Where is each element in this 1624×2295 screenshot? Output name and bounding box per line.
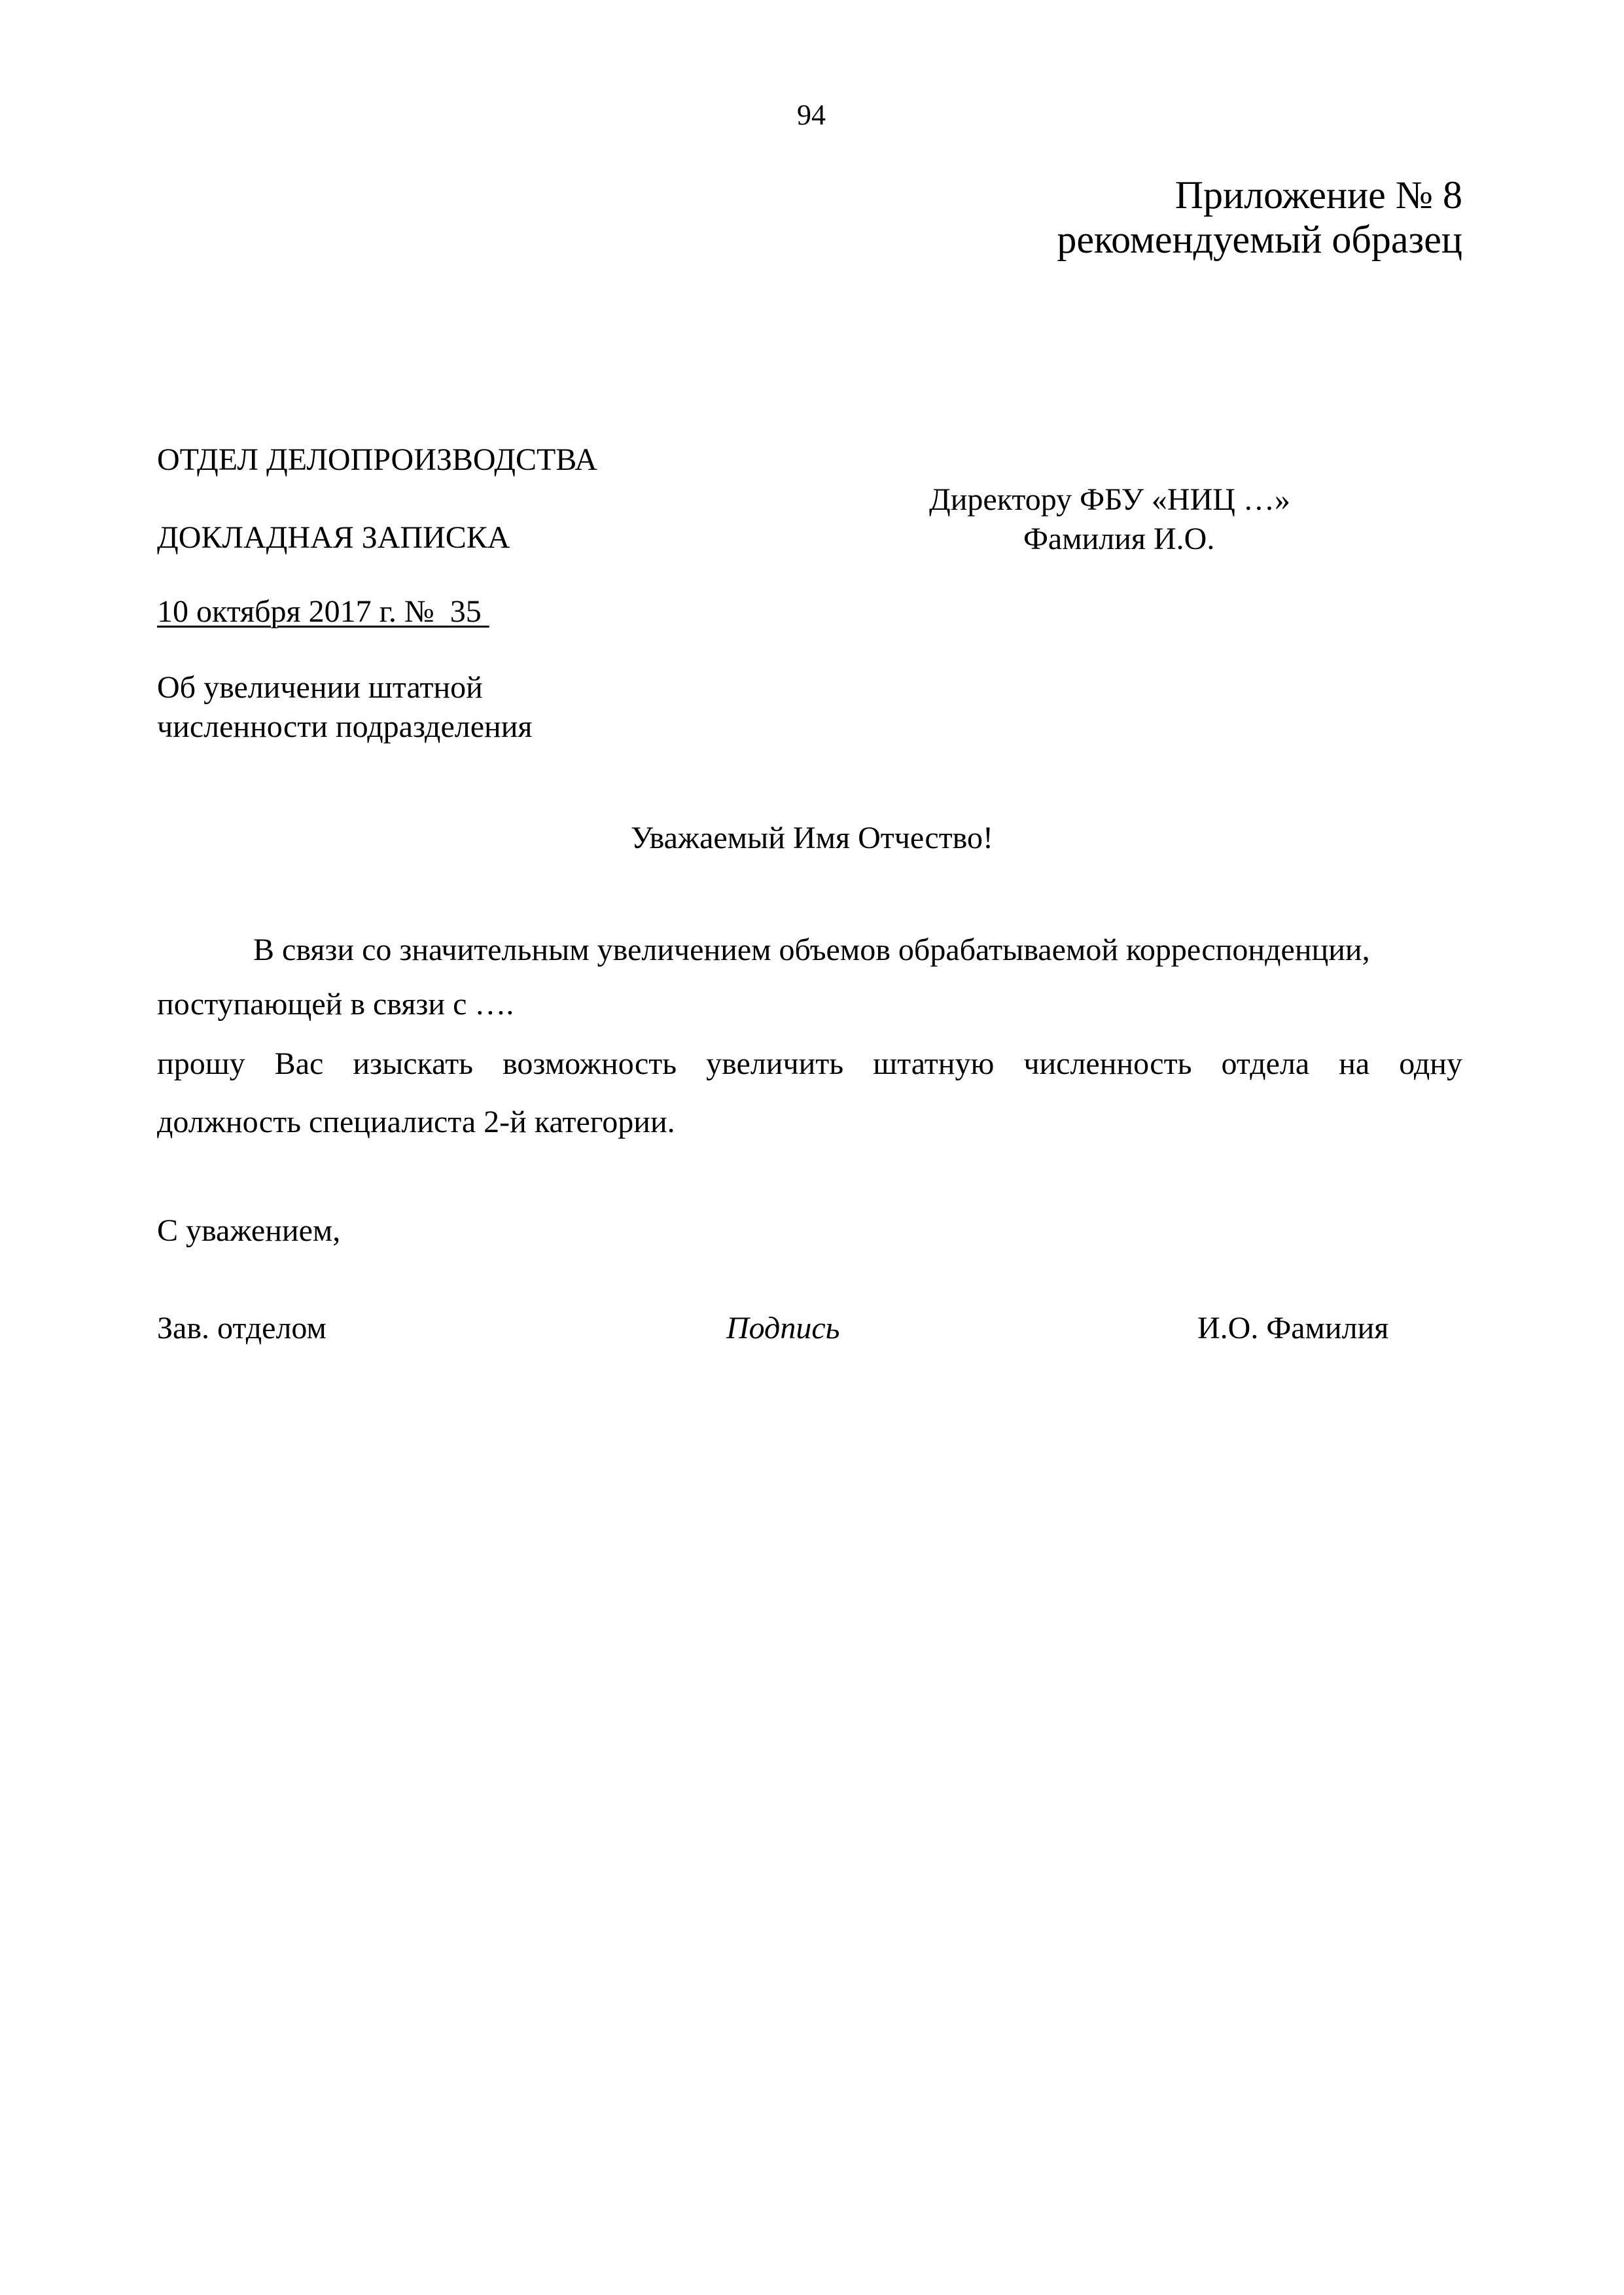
appendix-title: Приложение № 8 [1174, 173, 1462, 217]
number-label: № [404, 594, 434, 629]
subject-line: численности подразделения [157, 709, 533, 744]
document-date: 10 октября 2017 г. [157, 594, 397, 629]
body-line: должность специалиста 2-й категории. [157, 1105, 675, 1139]
signer-name: И.О. Фамилия [1197, 1311, 1389, 1345]
addressee-name: Фамилия И.О. [1023, 522, 1215, 556]
signature-placeholder: Подпись [726, 1311, 840, 1345]
addressee-title: Директору ФБУ «НИЦ …» [929, 482, 1290, 517]
salutation: Уважаемый Имя Отчество! [631, 821, 993, 855]
date-number-line [157, 593, 489, 631]
department-name: ОТДЕЛ ДЕЛОПРОИЗВОДСТВА [157, 442, 597, 477]
document-number: 35 [450, 594, 482, 629]
body-line: прошу Вас изыскать возможность увеличить штатную численность отдела на одну [157, 1046, 1462, 1081]
signer-position: Зав. отделом [157, 1311, 327, 1345]
body-line: В связи со значительным увеличением объемов обрабатываемой корреспонденции, [253, 933, 1370, 967]
closing: С уважением, [157, 1213, 341, 1248]
document-type: ДОКЛАДНАЯ ЗАПИСКА [157, 520, 510, 555]
page-number: 94 [797, 99, 826, 131]
appendix-subtitle: рекомендуемый образец [1057, 218, 1462, 261]
body-line: поступающей в связи с …. [157, 987, 514, 1022]
subject-line: Об увеличении штатной [157, 670, 483, 705]
